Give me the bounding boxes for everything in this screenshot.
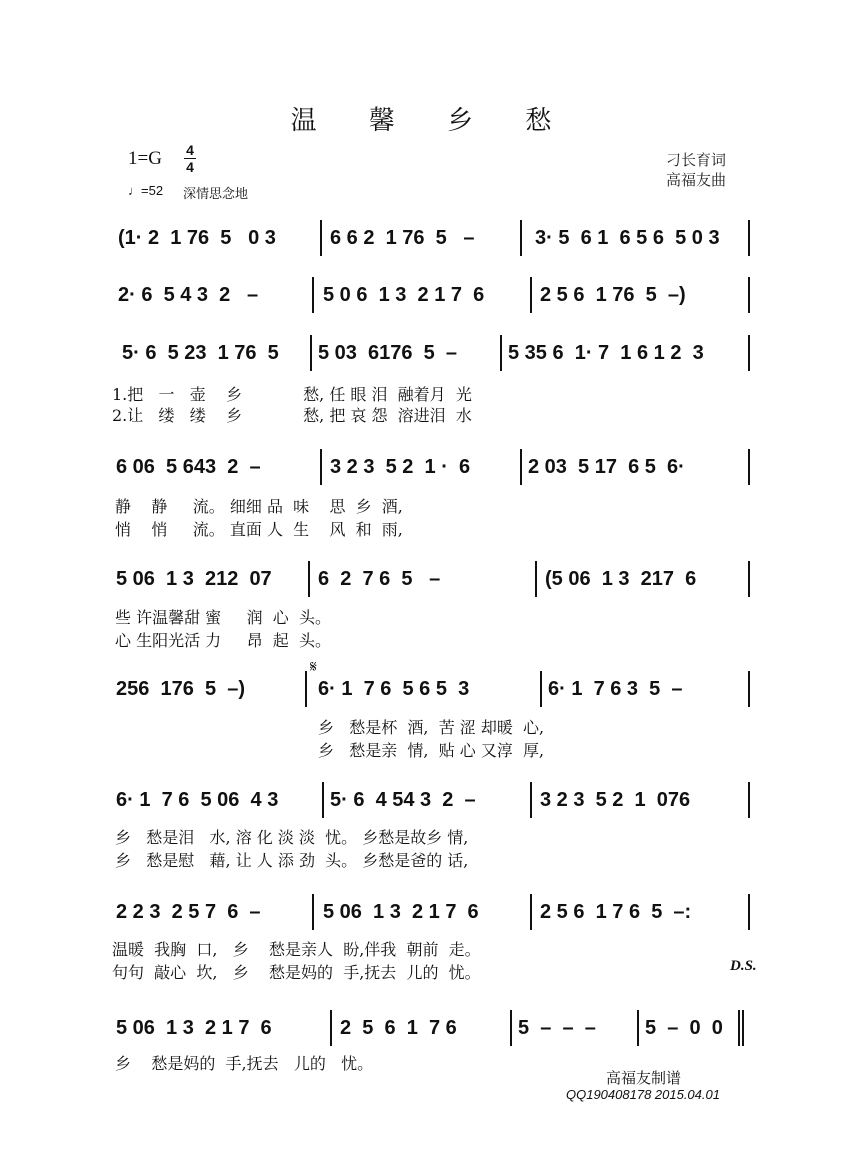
lyric-line: 乡 愁是慰 藉, 让 人 添 劲 头。 乡愁是爸的 话,: [115, 851, 469, 870]
measure-notes: (1· 2 1 76 5 0 3: [118, 227, 276, 249]
measure-notes: 6· 1 7 6 5 6 5 3: [318, 678, 470, 700]
barline: [322, 782, 324, 818]
measure-notes: 256 176 5 –): [116, 678, 245, 700]
measure-notes: 6 2 7 6 5 –: [318, 568, 441, 590]
contact-date: QQ190408178 2015.04.01: [566, 1087, 720, 1102]
barline: [510, 1010, 512, 1046]
measure-notes: 2 5 6 1 76 5 –): [540, 284, 686, 306]
measure-notes: 5 35 6 1· 7 1 6 1 2 3: [508, 342, 704, 364]
measure-notes: 5 06 1 3 212 07: [116, 568, 272, 590]
barline: [535, 561, 537, 597]
measure-notes: 6 06 5 643 2 –: [116, 456, 261, 478]
lyric-line: 乡 愁是泪 水, 溶 化 淡 淡 忧。 乡愁是故乡 情,: [115, 828, 469, 847]
measure-notes: (5 06 1 3 217 6: [545, 568, 697, 590]
barline: [520, 449, 522, 485]
lyricist: 刁长育词: [666, 151, 727, 169]
lyric-line: 乡 愁是妈的 手,抚去 儿的 忧。: [115, 1054, 374, 1073]
lyric-line: 些 许温馨甜 蜜 润 心 头。: [115, 608, 331, 627]
barline: [500, 335, 502, 371]
measure-notes: 6· 1 7 6 3 5 –: [548, 678, 683, 700]
measure-notes: 5· 6 5 23 1 76 5: [122, 342, 279, 364]
composer: 高福友曲: [666, 171, 727, 189]
lyric-line: 心 生阳光活 力 昂 起 头。: [115, 631, 331, 650]
barline: [310, 335, 312, 371]
barline: [330, 1010, 332, 1046]
barline: [530, 277, 532, 313]
lyric-line: 句句 敲心 坎, 乡 愁是妈的 手,抚去 儿的 忧。: [112, 963, 481, 982]
measure-notes: 5· 6 4 54 3 2 –: [330, 789, 476, 811]
lyric-line: 乡 愁是杯 酒, 苦 涩 却暖 心,: [318, 718, 545, 737]
time-sig-bottom: 4: [186, 159, 194, 175]
measure-notes: 3 2 3 5 2 1 076: [540, 789, 691, 811]
barline: [748, 277, 750, 313]
barline: [748, 671, 750, 707]
barline: [530, 782, 532, 818]
measure-notes: 3· 5 6 1 6 5 6 5 0 3: [535, 227, 720, 249]
barline: [748, 782, 750, 818]
barline: [520, 220, 522, 256]
barline: [540, 671, 542, 707]
lyric-line: 静 静 流。 细细 品 味 思 乡 酒,: [115, 497, 403, 516]
measure-notes: 5 0 6 1 3 2 1 7 6: [323, 284, 485, 306]
key-signature: 1=G: [128, 148, 162, 169]
barline: [308, 561, 310, 597]
lyric-line: 悄 悄 流。 直面 人 生 风 和 雨,: [115, 520, 403, 539]
barline: [738, 1010, 740, 1046]
measure-notes: 2· 6 5 4 3 2 –: [118, 284, 259, 306]
barline: [530, 894, 532, 930]
time-sig-top: 4: [186, 142, 194, 158]
segno-sign: 𝄋: [310, 657, 317, 676]
song-title: 温 馨 乡 愁: [290, 106, 574, 136]
barline: [312, 277, 314, 313]
measure-notes: 3 2 3 5 2 1 · 6: [330, 456, 471, 478]
lyric-line: 2.让 缕 缕 乡 愁, 把 哀 怨 溶进泪 水: [112, 406, 472, 425]
barline: [637, 1010, 639, 1046]
measure-notes: 2 2 3 2 5 7 6 –: [116, 901, 261, 923]
tempo-marking: ♩=52: [128, 183, 164, 198]
lyric-line: 乡 愁是亲 情, 贴 心 又淳 厚,: [318, 741, 545, 760]
lyric-line: 1.把 一 壶 乡 愁, 任 眼 泪 融着月 光: [112, 385, 472, 404]
barline: [748, 561, 750, 597]
measure-notes: 6 6 2 1 76 5 –: [330, 227, 475, 249]
measure-notes: 5 – 0 0: [645, 1017, 723, 1039]
measure-notes: 2 5 6 1 7 6 5 –:: [540, 901, 692, 923]
measure-notes: 5 06 1 3 2 1 7 6: [323, 901, 479, 923]
barline: [320, 449, 322, 485]
expression-marking: 深情思念地: [183, 187, 249, 202]
barline: [742, 1010, 744, 1046]
barline: [748, 449, 750, 485]
arranger-credit: 高福友制谱: [606, 1069, 682, 1087]
barline: [748, 894, 750, 930]
barline: [305, 671, 307, 707]
measure-notes: 5 06 1 3 2 1 7 6: [116, 1017, 272, 1039]
barline: [748, 220, 750, 256]
dal-segno-marking: D.S.: [730, 958, 757, 974]
measure-notes: 6· 1 7 6 5 06 4 3: [116, 789, 279, 811]
barline: [320, 220, 322, 256]
time-signature: [184, 143, 196, 174]
credits: [666, 150, 726, 190]
measure-notes: 5 – – –: [518, 1017, 596, 1039]
measure-notes: 2 03 5 17 6 5 6·: [528, 456, 685, 478]
lyric-line: 温暖 我胸 口, 乡 愁是亲人 盼,伴我 朝前 走。: [112, 940, 481, 959]
barline: [748, 335, 750, 371]
measure-notes: 2 5 6 1 7 6: [340, 1017, 457, 1039]
measure-notes: 5 03 6176 5 –: [318, 342, 458, 364]
barline: [312, 894, 314, 930]
